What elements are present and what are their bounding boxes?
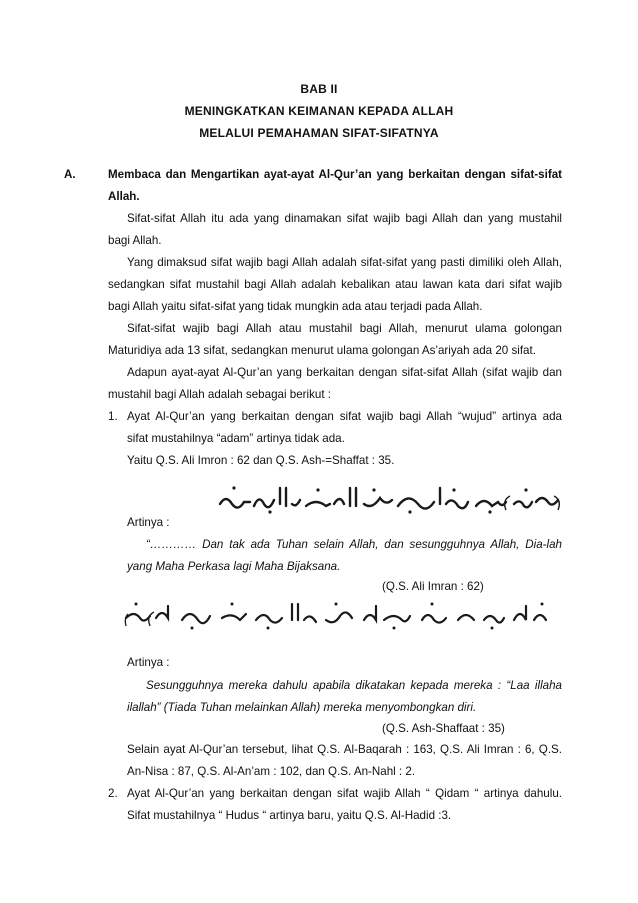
chapter-title-line1: MENINGKATKAN KEIMANAN KEPADA ALLAH	[184, 104, 454, 118]
paragraph-text: Sifat-sifat wajib bagi Allah atau mustahil bagi Allah, menurut ulama golongan	[127, 322, 562, 335]
translation-text: “………… Dan tak ada Tuhan selain Allah, dan sesungguhnya Allah, Dia-lah	[146, 538, 562, 551]
paragraph-text: sedangkan sifat mustahil bagi Allah adalah kebalikan atau lawan kata dari sifat wajib	[108, 278, 562, 291]
list-item-text: Ayat Al-Qur’an yang berkaitan dengan sifat wajib Allah “ Qidam “ artinya dahulu.	[127, 787, 562, 800]
list-item-text: sifat mustahilnya “adam” artinya tidak ada.	[127, 432, 345, 445]
section-marker: A.	[64, 168, 76, 181]
paragraph-text: bagi Allah.	[108, 234, 162, 247]
list-item-text: Yaitu Q.S. Ali Imron : 62 dan Q.S. Ash-=Shaffat : 35.	[127, 454, 395, 467]
list-item-text: Selain ayat Al-Qur’an tersebut, lihat Q.S. Al-Baqarah : 163, Q.S. Ali Imran : 6, Q.S.	[127, 743, 562, 756]
chapter-number: BAB II	[300, 82, 338, 96]
chapter-title-line2: MELALUI PEMAHAMAN SIFAT-SIFATNYA	[199, 126, 439, 140]
list-item-text: An-Nisa : 87, Q.S. Al-An’am : 102, dan Q.S. An-Nahl : 2.	[127, 765, 416, 778]
translation-text: yang Maha Perkasa lagi Maha Bijaksana.	[127, 560, 341, 573]
list-item-text: Ayat Al-Qur’an yang berkaitan dengan sifat wajib bagi Allah “wujud” artinya ada	[127, 410, 562, 423]
translation-text: Sesungguhnya mereka dahulu apabila dikatakan kepada mereka : “Laa illaha	[146, 679, 562, 692]
paragraph-text: bagi Allah yaitu sifat-sifat yang tidak mungkin ada atau terjadi pada Allah.	[108, 300, 483, 313]
list-item-text: Sifat mustahilnya “ Hudus “ artinya baru, yaitu Q.S. Al-Hadid :3.	[127, 809, 452, 822]
paragraph-text: Adapun ayat-ayat Al-Qur’an yang berkaitan dengan sifat-sifat Allah (sifat wajib dan	[127, 366, 562, 379]
ash-shaffat-35-arabic-verse-image	[122, 598, 564, 632]
translation-text: ilallah” (Tiada Tuhan melainkan Allah) mereka menyombongkan diri.	[127, 701, 477, 714]
verse-reference: (Q.S. Ali Imran : 62)	[382, 580, 484, 593]
list-number: 1.	[108, 410, 118, 423]
paragraph-text: Maturidiya ada 13 sifat, sedangkan menurut ulama golongan As’ariyah ada 20 sifat.	[108, 344, 536, 357]
paragraph-text: Yang dimaksud sifat wajib bagi Allah adalah sifat-sifat yang pasti dimiliki oleh Allah,	[127, 256, 562, 269]
paragraph-text: Sifat-sifat Allah itu ada yang dinamakan sifat wajib bagi Allah dan yang mustahil	[127, 212, 562, 225]
section-heading-line1: Membaca dan Mengartikan ayat-ayat Al-Qur’an yang berkaitan dengan sifat-sifat	[108, 168, 562, 181]
section-heading-line2: Allah.	[108, 190, 140, 203]
verse-reference: (Q.S. Ash-Shaffaat : 35)	[382, 722, 505, 735]
artinya-label: Artinya :	[127, 656, 170, 669]
list-number: 2.	[108, 787, 118, 800]
ali-imran-62-arabic-verse-image	[214, 482, 566, 518]
artinya-label: Artinya :	[127, 516, 170, 529]
paragraph-text: mustahil bagi Allah adalah sebagai berikut :	[108, 388, 332, 401]
